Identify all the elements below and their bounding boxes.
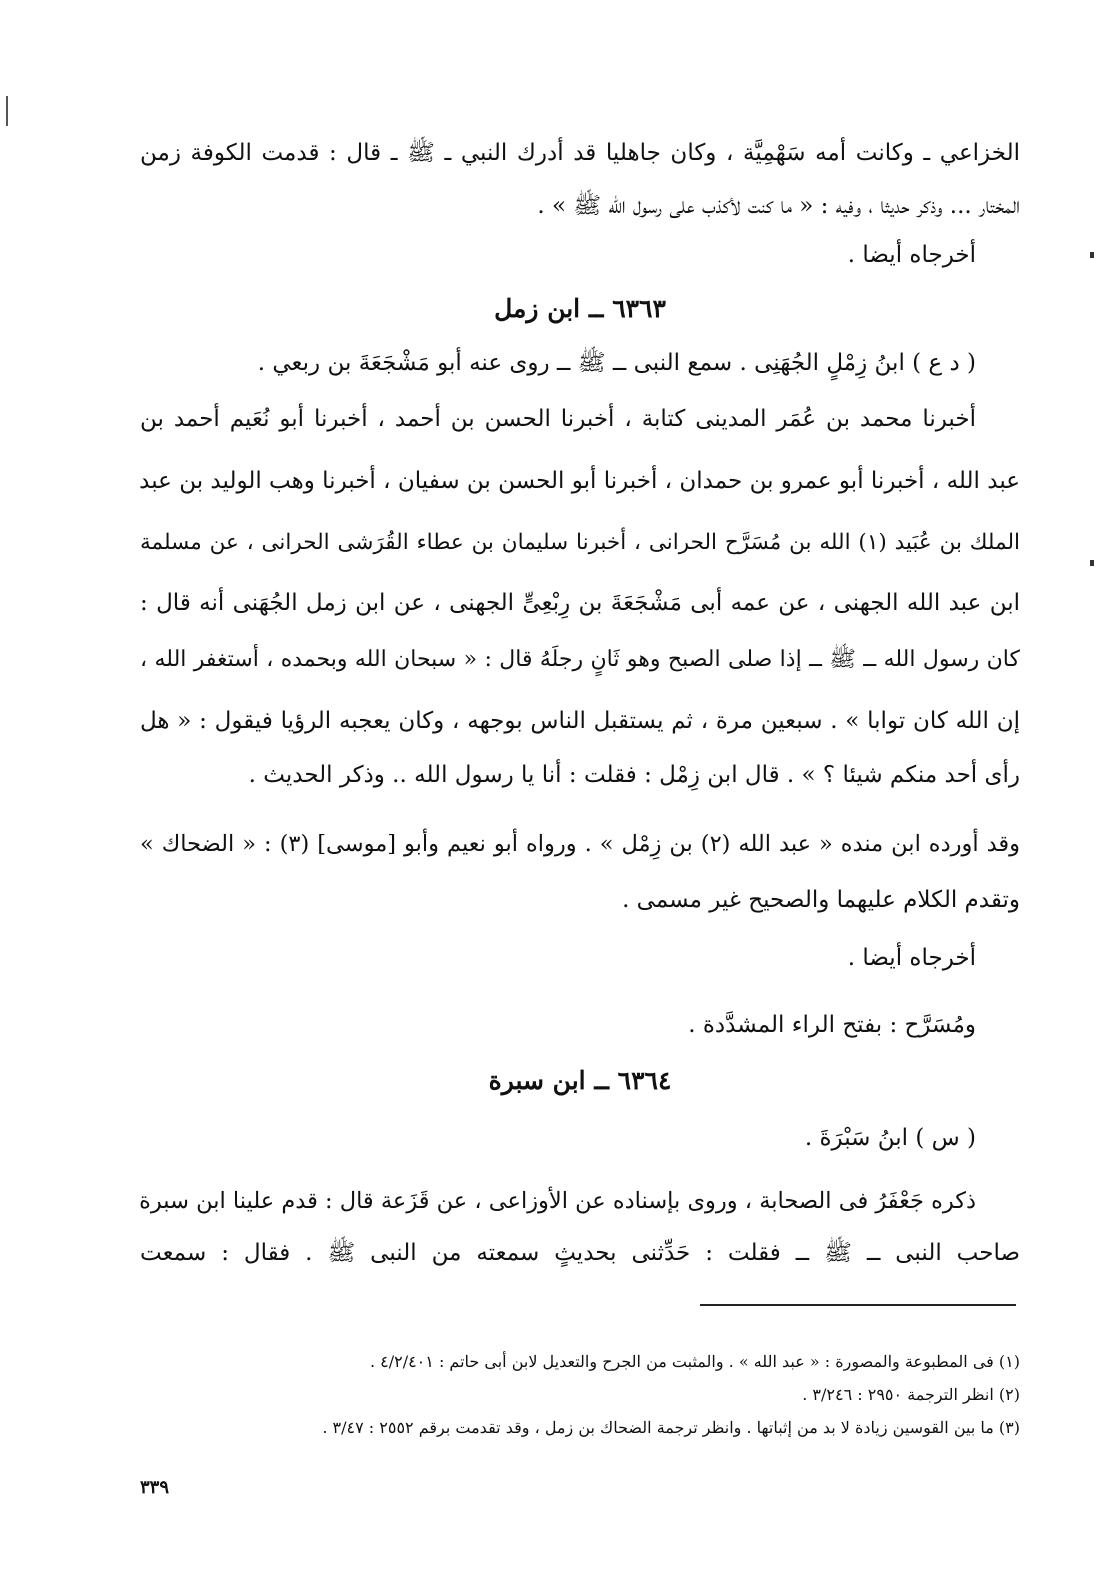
text-line: ذكره جَعْفَرُ فى الصحابة ، وروى بإسناده عن الأوزاعى ، عن قَزَعة قال : قدم علينا ابن سبرة [139,1188,976,1214]
entry-heading: ٦٣٦٣ ــ ابن زمل [494,294,666,323]
text-line: ابن عبد الله الجهنى ، عن عمه أبى مَشْجَعَةَ بن رِبْعِىٍّ الجهنى ، عن ابن زمل الجُهَنى أنه قال : [140,590,1020,616]
scan-edge-mark [6,96,8,126]
footnote: (٢) انظر الترجمة ٢٩٥٠ : ٣/٢٤٦ . [802,1385,1020,1404]
text-line: وتقدم الكلام عليهما والصحيح غير مسمى . [622,887,1020,913]
scan-dot [1090,560,1094,566]
text-line: إن الله كان توابا » . سبعين مرة ، ثم يستقبل الناس بوجهه ، وكان يعجبه الرؤيا فيقول : « هل [140,708,1020,734]
text-line: صاحب النبى ــ ﷺ ــ فقلت : حَدِّثنى بحديثٍ سمعته من النبى ﷺ . فقال : سمعت [140,1240,1020,1266]
text-line: المختار ... وذكر حديثا ، وفيه : « ما كنت لأكذب على رسول الله ﷺ » . [537,193,1020,219]
footnote: (٣) ما بين القوسين زيادة لا بد من إثباتها . وانظر ترجمة الضحاك بن زمل ، وقد تقدمت برقم ٢٥٥٢ : ٣/٤٧ . [322,1418,1020,1437]
text-line: ومُسَرَّح : بفتح الراء المشدَّدة . [688,1012,976,1038]
text-line: رأى أحد منكم شيئا ؟ » . قال ابن زِمْل : فقلت : أنا يا رسول الله .. وذكر الحديث . [248,762,1020,788]
text-line: ( د ع ) ابنُ زِمْلٍ الجُهَنِى . سمع النبى ــ ﷺ ــ روى عنه أبو مَشْجَعَةَ بن ربعي . [257,350,976,376]
text-line: الخزاعي ـ وكانت أمه سَهْمِيَّة ، وكان جاهليا قد أدرك النبي ـ ﷺ ـ قال : قدمت الكوفة زمن [140,140,1020,166]
text-line: كان رسول الله ــ ﷺ ــ إذا صلى الصبح وهو ثَانٍ رجلَهُ قال : « سبحان الله وبحمده ، أستغفر الله ، [140,647,1020,672]
page-number: ٣٣٩ [140,1477,170,1498]
text-line: أخرجاه أيضا . [847,242,976,268]
text-line: ( س ) ابنُ سَبْرَةَ . [804,1125,976,1151]
text-line: الملك بن عُبَيد (١) الله بن مُسَرَّح الحرانى ، أخبرنا سليمان بن عطاء القُرَشى الحرانى ، عن مسلمة [140,530,1020,555]
footnote-divider [700,1304,1016,1306]
footnote: (١) فى المطبوعة والمصورة : « عبد الله » . والمثبت من الجرح والتعديل لابن أبى حاتم : ٤/٢/٤٠١ . [369,1352,1020,1371]
text-line: أخبرنا محمد بن عُمَر المدينى كتابة ، أخبرنا الحسن بن أحمد ، أخبرنا أبو نُعَيم أحمد بن [140,406,976,432]
text-line: عبد الله ، أخبرنا أبو عمرو بن حمدان ، أخبرنا أبو الحسن بن سفيان ، أخبرنا وهب الوليد بن عبد [139,468,1020,494]
text-line: أخرجاه أيضا . [847,945,976,971]
text-line: وقد أورده ابن منده « عبد الله (٢) بن زِمْل » . ورواه أبو نعيم وأبو [موسى] (٣) : « الضحاك » [140,831,1020,857]
scan-dot [1090,252,1094,258]
entry-heading: ٦٣٦٤ ــ ابن سبرة [488,1066,672,1095]
